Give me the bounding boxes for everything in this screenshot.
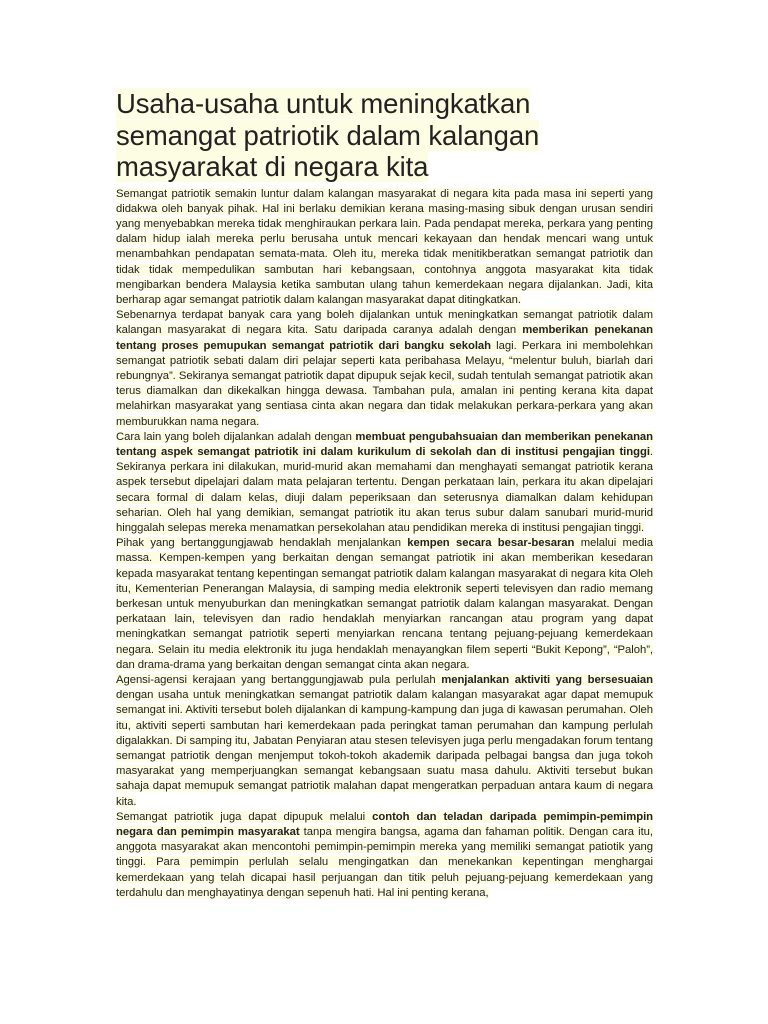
text-run: Semangat patriotik semakin luntur dalam kalangan masyarakat di negara kita pada masa ini seperti yang didakwa oleh banyak pihak. Hal ini berlaku demikian kerana masing-masing sibuk dengan urusan sendiri yang menyebabkan mereka tidak menghiraukan perkara lain. Pada pendapat mereka, perkara yang penting dalam hidup ialah mereka perlu berusaha untuk mencari kekayaan dan hendak mencari wang untuk menambahkan pendapatan semata-mata. Oleh itu, mereka tidak menitikberatkan semangat patriotik dan tidak tidak mempedulikan sambutan hari kebangsaan, contohnya anggota masyarakat kita tidak mengibarkan bendera Malaysia ketika sambutan ulang tahun kemerdekaan negara dijalankan. Jadi, kita berharap agar semangat patriotik dalam kalangan masyarakat dapat ditingkatkan.: [116, 187, 653, 306]
paragraph-text: [116, 309, 653, 427]
paragraph: [116, 430, 653, 536]
bold-phrase: contoh dan teladan daripada pemimpin-pemimpin negara dan pemimpin masyarakat: [116, 810, 654, 839]
paragraph: [116, 308, 653, 430]
paragraph-text: [116, 811, 653, 899]
paragraph-text: [116, 431, 653, 534]
paragraph-text: [116, 674, 653, 808]
paragraph: [116, 187, 653, 309]
paragraph: [116, 810, 653, 901]
paragraph: [116, 673, 653, 810]
document-title: [116, 88, 653, 183]
document-page: [116, 88, 653, 901]
text-run: lagi. Perkara ini membolehkan semangat patriotik sebati dalam diri pelajar seperti kata peribahasa Melayu, “melentur buluh, biarlah dari rebungnya”. Sekiranya semangat patriotik dapat dipupuk sejak kecil, sudah tentulah semangat patriotik akan terus diamalkan dan dikekalkan hingga dewasa. Tambahan pula, amalan ini penting kerana kita dapat melahirkan masyarakat yang sentiasa cinta akan negara dan tidak melakukan perkara-perkara yang akan memburukkan nama negara.: [116, 339, 653, 428]
document-body: [116, 187, 653, 902]
title-text: Usaha-usaha untuk meningkatkan semangat patriotik dalam kalangan masyarakat di negara kita: [116, 88, 540, 182]
text-run: Semangat patriotik juga dapat dipupuk melalui: [116, 810, 373, 823]
bold-phrase: memberikan penekanan tentang proses pemupukan semangat patriotik dari bangku sekolah: [116, 324, 653, 352]
text-run: Pihak yang bertanggungjawab hendaklah menjalankan: [116, 537, 408, 550]
text-run: melalui media massa. Kempen-kempen yang berkaitan dengan semangat patriotik ini akan memberikan kesedaran kepada masyarakat tentang kepentingan semangat patriotik dalam kalangan masyarakat di negara kita Oleh itu, Kementerian Penerangan Malaysia, di samping media elektronik seperti televisyen dan radio memang berkesan untuk menyuburkan dan meningkatkan semangat patriotik dalam kalangan masyarakat. Dengan perkataan lain, televisyen dan radio hendaklah menyiarkan rancangan atau program yang dapat meningkatkan semangat patriotik seperti menyiarkan rencana tentang pejuang-pejuang kemerdekaan negara. Selain itu media elektronik itu juga hendaklah menayangkan filem seperti “Bukit Kepong”, “Paloh”, dan drama-drama yang berkaitan dengan semangat cinta akan negara.: [116, 537, 654, 671]
bold-phrase: kempen secara besar-besaran: [407, 537, 575, 550]
paragraph: [116, 536, 653, 673]
text-run: . Sekiranya perkara ini dilakukan, murid-murid akan memahami dan menghayati semangat patriotik kerana aspek tersebut dipelajari dalam mata pelajaran tertentu. Dengan perkataan lain, perkara itu akan dipelajari secara formal di dalam kelas, diuji dalam peperiksaan dan seterusnya diamalkan dalam kehidupan seharian. Oleh hal yang demikian, semangat patriotik itu akan terus subur dalam sanubari murid-murid hinggalah selepas mereka menamatkan persekolahan atau pendidikan mereka di institusi pengajian tinggi.: [116, 445, 653, 534]
bold-phrase: menjalankan aktiviti yang bersesuaian: [441, 674, 654, 686]
paragraph-text: [116, 188, 653, 306]
text-run: Sebenarnya terdapat banyak cara yang boleh dijalankan untuk meningkatkan semangat patriotik dalam kalangan masyarakat di negara kita. Satu daripada caranya adalah dengan: [116, 309, 653, 337]
text-run: tanpa mengira bangsa, agama dan fahaman politik. Dengan cara itu, anggota masyarakat akan mencontohi pemimpin-pemimpin mereka yang memiliki semangat patiotik yang tinggi. Para pemimpin perlulah selalu mengingatkan dan menekankan kepentingan menghargai kemerdekaan yang telah dicapai hasil perjuangan dan titik peluh pejuang-pejuang kemerdekaan yang terdahulu dan menghayatinya dengan sepenuh hati. Hal ini penting kerana,: [116, 826, 653, 899]
text-run: Agensi-agensi kerajaan yang bertanggungjawab pula perlulah: [116, 674, 442, 686]
bold-phrase: membuat pengubahsuaian dan memberikan penekanan tentang aspek semangat patriotik ini dalam kurikulum di sekolah dan di institusi pengajian tinggi: [116, 430, 653, 458]
paragraph-text: [116, 537, 653, 671]
text-run: Cara lain yang boleh dijalankan adalah dengan: [116, 430, 356, 443]
text-run: dengan usaha untuk meningkatkan semangat patriotik dalam kalangan masyarakat agar dapat memupuk semangat ini. Aktiviti tersebut boleh dijalankan di kampung-kampung dan juga di kawasan perumahan. Oleh itu, aktiviti seperti sambutan hari kemerdekaan pada peringkat taman perumahan dan kampung perlulah digalakkan. Di samping itu, Jabatan Penyiaran atau stesen televisyen juga perlu mengadakan forum tentang semangat patriotik dengan menjemput tokoh-tokoh akademik daripada pelbagai bangsa dan juga tokoh masyarakat yang memperjuangkan semangat kebangsaan suatu masa dahulu. Aktiviti tersebut bukan sahaja dapat memupuk semangat patriotik malahan dapat mengeratkan perpaduan antara kaum di negara kita.: [116, 689, 653, 808]
